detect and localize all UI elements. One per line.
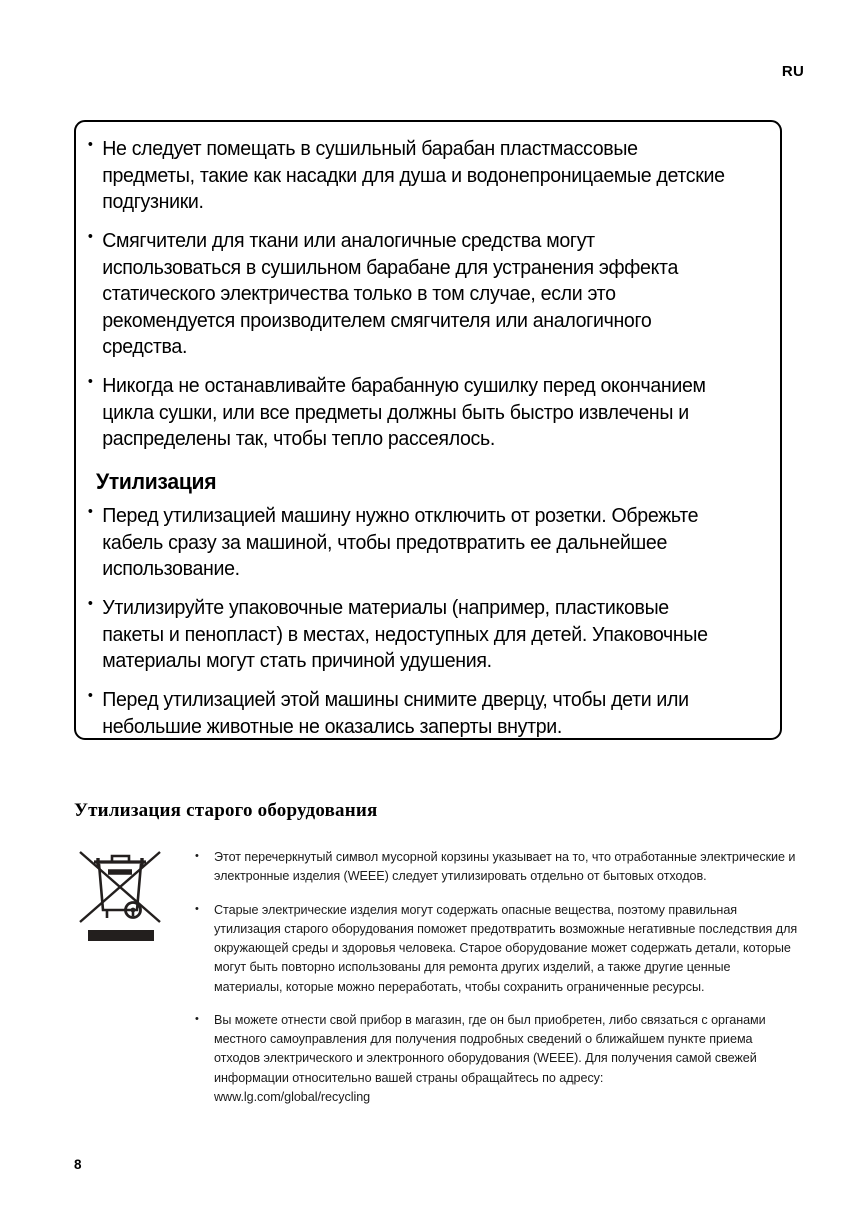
disposal-bullet-text: Вы можете отнести свой прибор в магазин, где он был приобретен, либо связаться с органами местного самоуправления для получения подробных сведений о ближайшем пункте приема отходов электрического и электронного оборудования (WEEE). Для получения самой свежей информации относительно вашей страны обращайтесь по адресу: [214, 1012, 766, 1085]
page-number: 8 [74, 1157, 82, 1172]
section-heading-old-equipment-disposal: Утилизация старого оборудования [74, 800, 378, 821]
warning-box [74, 120, 782, 740]
weee-solid-bar-icon [88, 930, 154, 941]
warning-bullet: • Никогда не останавливайте барабанную сушилку перед окончанием цикла сушки, или все предметы должны быть быстро извлечены и распределены так, чтобы тепло рассеялось. [86, 373, 732, 453]
disposal-bullet [193, 1011, 801, 1107]
warning-bullet-list-bottom [86, 503, 762, 740]
weee-symbol-area [74, 848, 179, 941]
warning-bullet: • Смягчители для ткани или аналогичные средства могут использоваться в сушильном барабане для устранения эффекта статического электричества только в том случае, если это рекомендуется производителем смягчителя или аналогичного средства. [86, 228, 732, 361]
warning-bullet: • Утилизируйте упаковочные материалы (например, пластиковые пакеты и пенопласт) в местах, недоступных для детей. Упаковочные материалы могут стать причиной удушения. [86, 595, 732, 675]
language-marker: RU [781, 63, 804, 80]
warning-bullet: • Перед утилизацией этой машины снимите дверцу, чтобы дети или небольшие животные не оказались заперты внутри. [86, 687, 732, 740]
disposal-bullet: • Этот перечеркнутый символ мусорной корзины указывает на то, что отработанные электрические и электронные изделия (WEEE) следует утилизировать отдельно от бытовых отходов. [193, 848, 801, 887]
disposal-bullet: • Старые электрические изделия могут содержать опасные вещества, поэтому правильная утилизация старого оборудования поможет предотвратить возможные негативные последствия для окружающей среды и здоровья человека. Старое оборудование может содержать детали, которые могут быть повторно использованы для ремонта других изделий, а также другие ценные материалы, которые можно переработать, чтобы сохранить ограниченные ресурсы. [193, 901, 801, 997]
warning-bullet-list-top [86, 136, 762, 453]
disposal-bullet-list [193, 848, 801, 1107]
recycling-url[interactable]: www.lg.com/global/recycling [214, 1089, 371, 1104]
warning-bullet: • Перед утилизацией машину нужно отключить от розетки. Обрежьте кабель сразу за машиной, чтобы предотвратить ее дальнейшее использование. [86, 503, 732, 583]
warning-subheading-disposal: Утилизация [96, 469, 217, 495]
warning-bullet: • Не следует помещать в сушильный барабан пластмассовые предметы, такие как насадки для душа и водонепроницаемые детские подгузники. [86, 136, 732, 216]
crossed-out-wheelie-bin-icon [74, 848, 166, 926]
